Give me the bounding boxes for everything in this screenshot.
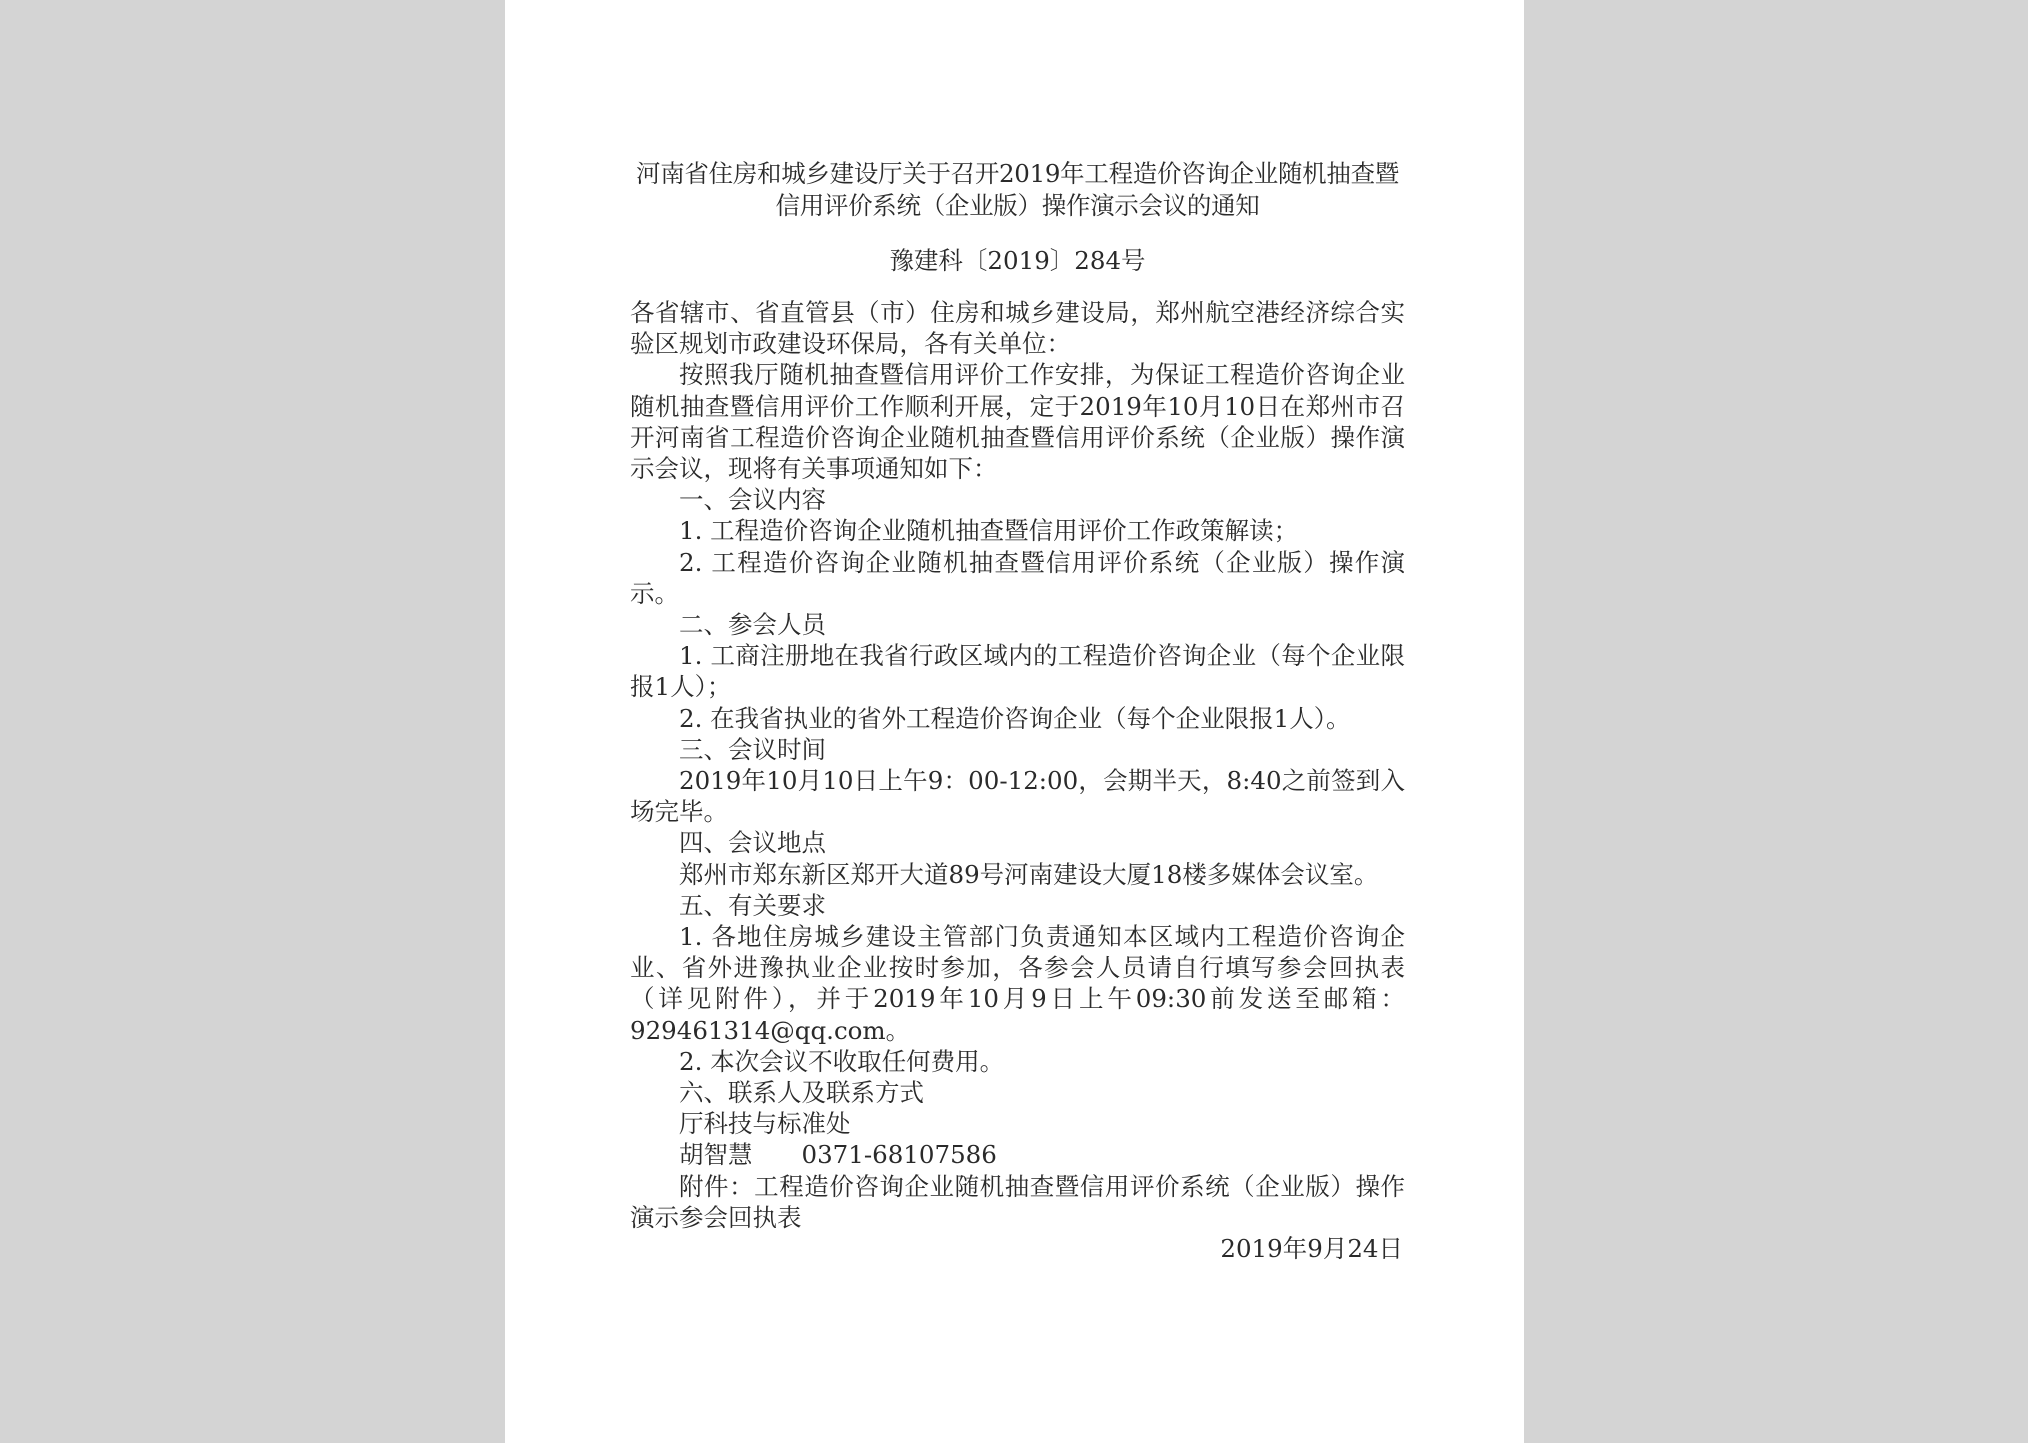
section-3-heading: 三、会议时间 — [679, 734, 826, 764]
contact-department: 厅科技与标准处 — [679, 1109, 851, 1139]
title-line-1: 河南省住房和城乡建设厅关于召开2019年工程造价咨询企业随机抽查暨 — [636, 159, 1399, 188]
attachment-note: 附件：工程造价咨询企业随机抽查暨信用评价系统（企业版）操作演示参会回执表 — [630, 1171, 1405, 1232]
issue-date: 2019年9月24日 — [1220, 1234, 1403, 1264]
section-5-heading: 五、有关要求 — [679, 890, 826, 920]
section-5-item-1: 1. 各地住房城乡建设主管部门负责通知本区域内工程造价咨询企业、省外进豫执业企业按时参加，各参会人员请自行填写参会回执表（详见附件），并于2019年10月9日上午09:30前发送至邮箱：929461314@qq.com。 — [630, 922, 1405, 1045]
intro-paragraph: 按照我厅随机抽查暨信用评价工作安排，为保证工程造价咨询企业随机抽查暨信用评价工作顺利开展，定于2019年10月10日在郑州市召开河南省工程造价咨询企业随机抽查暨信用评价系统（企业版）操作演示会议，现将有关事项通知如下： — [630, 360, 1405, 484]
section-1-item-1: 1. 工程造价咨询企业随机抽查暨信用评价工作政策解读； — [679, 516, 1299, 546]
salutation: 各省辖市、省直管县（市）住房和城乡建设局，郑州航空港经济综合实验区规划市政建设环保局，各有关单位： — [630, 298, 1405, 359]
document-body — [630, 297, 1405, 1264]
section-2-item-1: 1. 工商注册地在我省行政区域内的工程造价咨询企业（每个企业限报1人）； — [630, 641, 1405, 702]
section-2-item-2: 2. 在我省执业的省外工程造价咨询企业（每个企业限报1人）。 — [679, 703, 1351, 733]
document-number: 豫建科〔2019〕284号 — [889, 246, 1146, 275]
section-5-item-2: 2. 本次会议不收取任何费用。 — [679, 1046, 1005, 1076]
section-6-heading: 六、联系人及联系方式 — [679, 1078, 924, 1108]
section-4-heading: 四、会议地点 — [679, 828, 826, 858]
document-content — [630, 158, 1405, 1264]
document-title — [630, 158, 1405, 222]
contact-person: 胡智慧 0371-68107586 — [679, 1140, 997, 1170]
title-line-2: 信用评价系统（企业版）操作演示会议的通知 — [775, 191, 1260, 220]
section-4-text: 郑州市郑东新区郑开大道89号河南建设大厦18楼多媒体会议室。 — [679, 859, 1379, 889]
section-3-text: 2019年10月10日上午9：00-12:00，会期半天，8:40之前签到入场完毕。 — [630, 766, 1405, 827]
section-2-heading: 二、参会人员 — [679, 610, 826, 640]
document-page — [505, 0, 1524, 1443]
section-1-heading: 一、会议内容 — [679, 485, 826, 515]
section-1-item-2: 2. 工程造价咨询企业随机抽查暨信用评价系统（企业版）操作演示。 — [630, 547, 1405, 608]
